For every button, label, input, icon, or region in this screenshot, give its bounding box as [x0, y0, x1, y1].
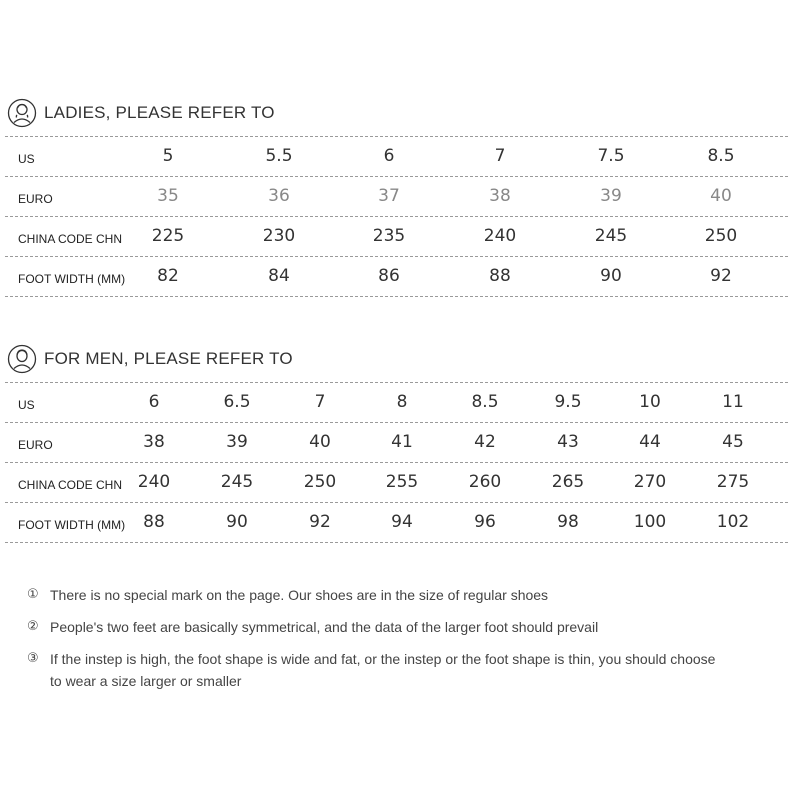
- table-cell: 8: [396, 392, 408, 412]
- table-cell: 10: [639, 392, 661, 412]
- note-text: If the instep is high, the foot shape is wide and fat, or the instep or the foot shape is thin, you should choose to wear a size larger or smaller: [50, 651, 716, 689]
- table-cell: 92: [309, 512, 331, 532]
- table-cell: 100: [633, 512, 667, 532]
- men-size-section: [5, 340, 788, 543]
- note-item: [27, 648, 727, 692]
- table-cell: 255: [385, 472, 419, 492]
- male-user-icon: [7, 344, 37, 374]
- ladies-size-table: [5, 137, 788, 297]
- table-cell: 9.5: [554, 392, 582, 412]
- table-cell: 38: [143, 432, 165, 452]
- row-label: EURO: [18, 192, 53, 206]
- table-cell: 5.5: [265, 146, 293, 166]
- ladies-size-section: [5, 94, 788, 297]
- table-cell: 6: [148, 392, 160, 412]
- table-cell: 6: [383, 146, 395, 166]
- table-cell: 240: [137, 472, 171, 492]
- table-cell: 40: [710, 186, 732, 206]
- note-number: ③: [27, 651, 39, 666]
- table-cell: 39: [600, 186, 622, 206]
- ladies-section-header: [5, 94, 788, 136]
- table-cell: 8.5: [471, 392, 499, 412]
- note-number: ②: [27, 619, 39, 634]
- row-label: US: [18, 398, 35, 412]
- table-cell: 230: [262, 226, 296, 246]
- table-cell: 7: [494, 146, 506, 166]
- table-row: [5, 177, 788, 217]
- row-label: FOOT WIDTH (MM): [18, 518, 126, 532]
- table-cell: 88: [143, 512, 165, 532]
- table-cell: 7: [314, 392, 326, 412]
- row-label: CHINA CODE CHN: [18, 232, 123, 246]
- table-cell: 92: [710, 266, 732, 286]
- table-cell: 8.5: [707, 146, 735, 166]
- table-cell: 82: [157, 266, 179, 286]
- table-cell: 94: [391, 512, 413, 532]
- note-item: [27, 584, 727, 606]
- table-cell: 86: [378, 266, 400, 286]
- row-label: CHINA CODE CHN: [18, 478, 123, 492]
- table-cell: 7.5: [597, 146, 625, 166]
- table-cell: 90: [600, 266, 622, 286]
- table-cell: 41: [391, 432, 413, 452]
- table-cell: 11: [722, 392, 744, 412]
- ladies-section-title: LADIES, PLEASE REFER TO: [44, 103, 275, 122]
- note-text: There is no special mark on the page. Our shoes are in the size of regular shoes: [50, 587, 549, 603]
- table-cell: 44: [639, 432, 661, 452]
- table-cell: 102: [716, 512, 750, 532]
- row-label: EURO: [18, 438, 53, 452]
- row-label: US: [18, 152, 35, 166]
- female-user-icon: [7, 98, 37, 128]
- table-cell: 235: [372, 226, 406, 246]
- table-cell: 245: [220, 472, 254, 492]
- table-cell: 98: [557, 512, 579, 532]
- note-number: ①: [27, 587, 39, 602]
- table-cell: 40: [309, 432, 331, 452]
- note-item: [27, 616, 727, 638]
- note-text: People's two feet are basically symmetrical, and the data of the larger foot should prevail: [50, 619, 599, 635]
- table-cell: 43: [557, 432, 579, 452]
- table-cell: 38: [489, 186, 511, 206]
- table-cell: 45: [722, 432, 744, 452]
- table-cell: 42: [474, 432, 496, 452]
- table-cell: 240: [483, 226, 517, 246]
- table-row: [5, 383, 788, 423]
- table-row: [5, 217, 788, 257]
- table-cell: 35: [157, 186, 179, 206]
- table-cell: 96: [474, 512, 496, 532]
- table-cell: 245: [594, 226, 628, 246]
- table-row: [5, 137, 788, 177]
- table-cell: 250: [303, 472, 337, 492]
- table-cell: 270: [633, 472, 667, 492]
- table-cell: 6.5: [223, 392, 251, 412]
- table-cell: 90: [226, 512, 248, 532]
- table-cell: 37: [378, 186, 400, 206]
- men-size-table: [5, 383, 788, 543]
- row-label: FOOT WIDTH (MM): [18, 272, 126, 286]
- table-cell: 260: [468, 472, 502, 492]
- table-cell: 250: [704, 226, 738, 246]
- table-row: [5, 463, 788, 503]
- table-cell: 39: [226, 432, 248, 452]
- table-row: [5, 423, 788, 463]
- men-section-header: [5, 340, 788, 382]
- table-cell: 84: [268, 266, 290, 286]
- table-row: [5, 503, 788, 543]
- table-cell: 275: [716, 472, 750, 492]
- table-cell: 88: [489, 266, 511, 286]
- table-cell: 5: [162, 146, 174, 166]
- table-cell: 265: [551, 472, 585, 492]
- table-cell: 225: [151, 226, 185, 246]
- table-cell: 36: [268, 186, 290, 206]
- men-section-title: FOR MEN, PLEASE REFER TO: [44, 349, 293, 368]
- size-notes: [27, 584, 727, 702]
- table-row: [5, 257, 788, 297]
